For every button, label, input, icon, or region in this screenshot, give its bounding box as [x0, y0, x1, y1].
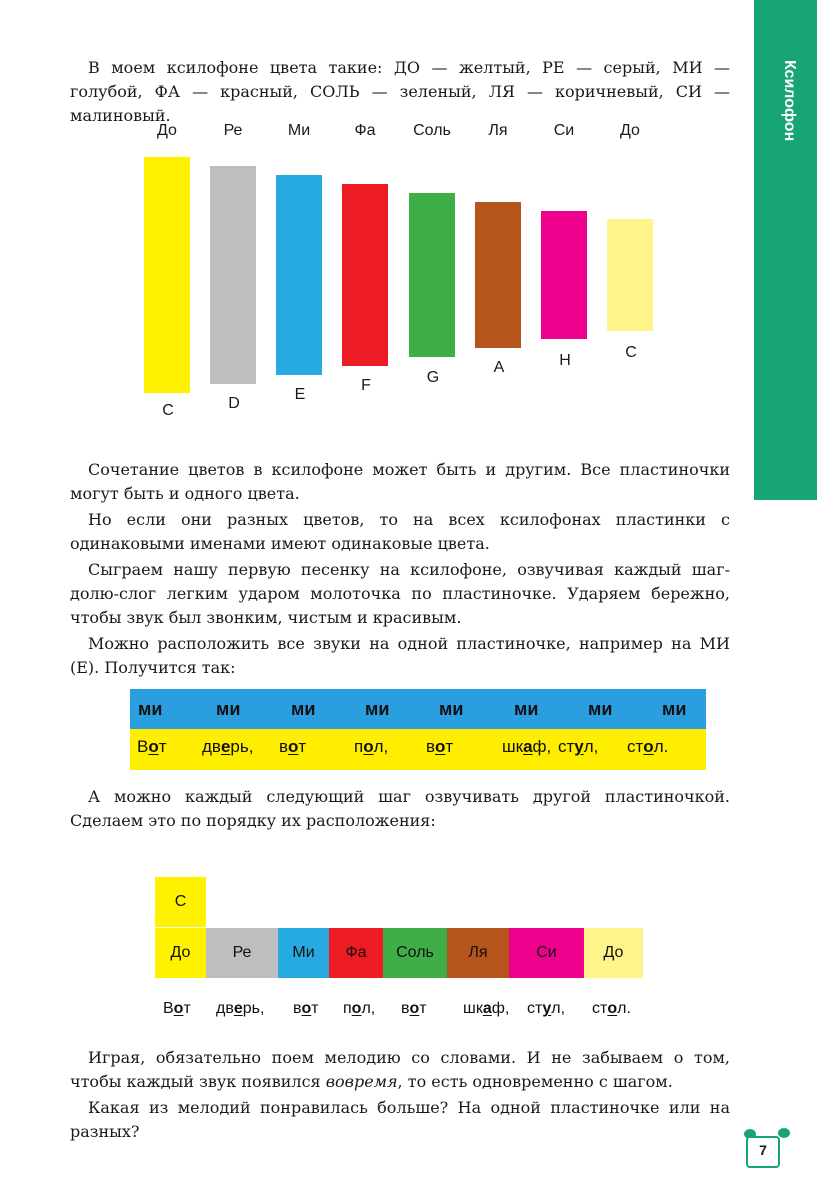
- lyric-word: пол,: [343, 1000, 376, 1017]
- lyric-word: вот: [279, 737, 307, 756]
- xylophone-bar: [409, 193, 455, 357]
- page-number: 7: [759, 1142, 767, 1158]
- lyric-word: стол.: [592, 1000, 631, 1017]
- xylophone-bar: [276, 175, 322, 375]
- page-decoration-dot: [778, 1128, 790, 1138]
- xylophone-letter-label: E: [294, 386, 306, 403]
- note-mi-label: ми: [138, 699, 163, 719]
- lyric-word: пол,: [354, 737, 389, 756]
- xylophone-letter-label: C: [625, 344, 637, 361]
- xylophone-note-label: До: [620, 122, 640, 139]
- note-mi-label: ми: [291, 699, 316, 719]
- xylophone-note-label: Ми: [287, 122, 311, 139]
- xylophone-bar: [541, 211, 587, 339]
- note-mi-label: ми: [662, 699, 687, 719]
- note-mi-label: ми: [588, 699, 613, 719]
- lyric-word: Вот: [163, 1000, 191, 1017]
- xylophone-letter-label: H: [559, 352, 571, 369]
- lyric-word: Вот: [137, 737, 167, 756]
- scale-note-cell: До: [155, 928, 206, 978]
- paragraph-1: Сочетание цветов в ксилофоне может быть и другим. Все пластиночки могут быть и одного цвета.: [70, 460, 730, 503]
- intro-paragraph: В моем ксилофоне цвета такие: ДО — желтый, РЕ — серый, МИ — голубой, ФА — красный, СОЛЬ — зеленый, ЛЯ — коричневый, СИ — малиновый.: [70, 58, 730, 125]
- paragraph-3: Сыграем нашу первую песенку на ксилофоне, озвучивая каждый шаг-долю-слог легким ударом молоточка по пластиночке. Ударяем бережно, чтобы звук был звонким, чистым и красивым.: [70, 560, 730, 627]
- paragraph-7: Какая из мелодий понравилась больше? На одной пластиночке или на разных?: [70, 1098, 730, 1141]
- lyric-word: стул,: [527, 1000, 566, 1017]
- page-number-box: [746, 1136, 780, 1168]
- xylophone-letter-label: A: [493, 359, 505, 376]
- emphasis-word: вовремя: [325, 1072, 398, 1091]
- scale-note-cell: Соль: [383, 928, 447, 978]
- scale-note-cell: Фа: [329, 928, 383, 978]
- scale-note-cell: Ля: [447, 928, 509, 978]
- paragraph-2: Но если они разных цветов, то на всех ксилофонах пластинки с одинаковыми именами имеют одинаковые цвета.: [70, 510, 730, 553]
- xylophone-note-label: Си: [553, 122, 575, 139]
- xylophone-bar: [144, 157, 190, 393]
- xylophone-bar: [475, 202, 521, 348]
- xylophone-letter-label: C: [162, 402, 174, 419]
- scale-note-cell: Си: [509, 928, 584, 978]
- xylophone-note-label: Ре: [223, 122, 243, 139]
- note-mi-label: ми: [439, 699, 464, 719]
- single-note-table: [130, 689, 706, 770]
- xylophone-note-label: Ля: [488, 122, 508, 139]
- lyric-word: вот: [401, 1000, 427, 1017]
- lyric-word: вот: [293, 1000, 319, 1017]
- xylophone-note-label: До: [157, 122, 177, 139]
- xylophone-bar: [342, 184, 388, 366]
- note-mi-label: ми: [514, 699, 539, 719]
- lyric-word: шкаф,: [463, 1000, 510, 1017]
- lyric-word: дверь,: [216, 1000, 265, 1017]
- xylophone-bar: [210, 166, 256, 384]
- scale-note-cell: До: [584, 928, 643, 978]
- scale-note-cell: Ре: [206, 928, 278, 978]
- paragraph-6: Играя, обязательно поем мелодию со словами. И не забываем о том, чтобы каждый звук появился вовремя, то есть одновременно с шагом.: [70, 1048, 730, 1091]
- scale-top-letter: C: [155, 877, 206, 927]
- xylophone-letter-label: F: [361, 377, 371, 394]
- paragraph-5: А можно каждый следующий шаг озвучивать другой пластиночкой. Сделаем это по порядку их расположения:: [70, 787, 730, 830]
- note-mi-label: ми: [216, 699, 241, 719]
- xylophone-note-label: Соль: [413, 122, 451, 139]
- paragraph-4: Можно расположить все звуки на одной пластиночке, например на МИ (Е). Получится так:: [70, 634, 730, 677]
- lyrics-row: [130, 729, 706, 770]
- xylophone-letter-label: D: [228, 395, 240, 412]
- lyric-word: стул,: [558, 737, 599, 756]
- scale-note-cell: Ми: [278, 928, 329, 978]
- lyric-word: стол.: [627, 737, 669, 756]
- xylophone-note-label: Фа: [354, 122, 376, 139]
- xylophone-letter-label: G: [426, 369, 440, 386]
- lyric-word: вот: [426, 737, 454, 756]
- lyric-word: дверь,: [202, 737, 254, 756]
- single-note-row: [130, 689, 706, 729]
- lyric-word: шкаф,: [502, 737, 552, 756]
- note-mi-label: ми: [365, 699, 390, 719]
- xylophone-bar: [607, 219, 653, 331]
- section-tab-label: Ксилофон: [781, 60, 798, 142]
